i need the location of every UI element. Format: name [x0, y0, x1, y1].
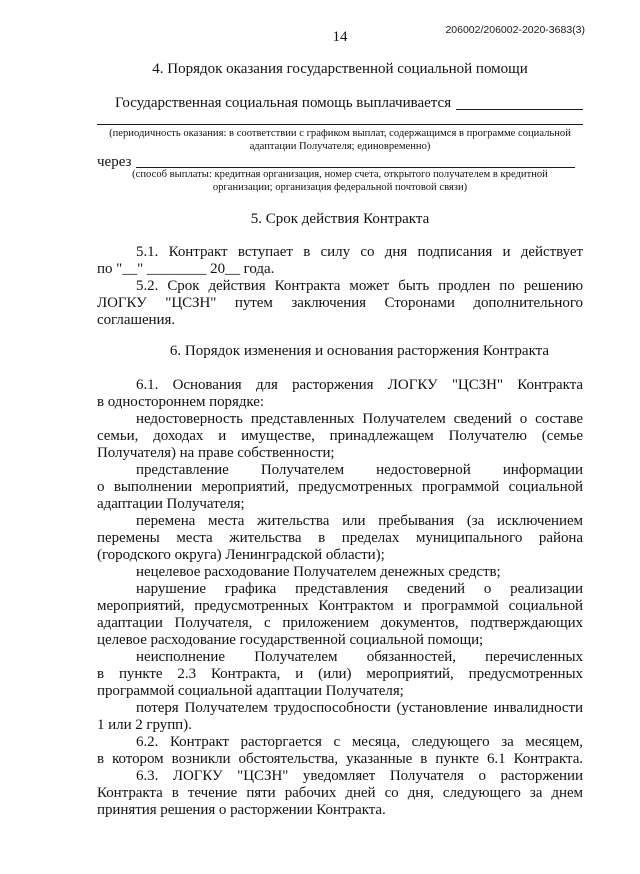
periodicity-hint	[97, 127, 583, 153]
text-line: перемены места жительства в пределах муниципального района	[97, 530, 583, 546]
ground-change-of-residence	[97, 513, 583, 564]
clause-6-2	[97, 734, 583, 768]
ground-loss-of-work-capacity	[97, 700, 583, 734]
text-line: в одностороннем порядке:	[97, 394, 265, 410]
text-line: нарушение графика представления сведений о реализации	[136, 581, 583, 597]
text-line: Контракта в течение пяти рабочих дней со дня, следующего за днем	[97, 785, 583, 801]
text-line: (городского округа) Ленинградской области);	[97, 547, 385, 563]
via-label: через	[97, 154, 132, 170]
text-line: в пункте 2.3 Контракта, и (или) мероприятий, предусмотренных	[97, 666, 583, 682]
text-line: по "__" ________ 20__ года.	[97, 261, 275, 277]
text-line: потеря Получателем трудоспособности (установление инвалидности	[136, 700, 583, 716]
text-line: мероприятий, предусмотренных Контрактом и программой социальной	[97, 598, 583, 614]
clause-6-3	[97, 768, 583, 819]
text-line: о выполнении мероприятий, предусмотренных программой социальной	[97, 479, 583, 495]
text-line: недостоверность представленных Получателем сведений о составе	[136, 411, 583, 427]
hint-line: (периодичность оказания: в соответствии с графиком выплат, содержащимся в программе социальной	[109, 128, 571, 139]
section-5-heading: 5. Срок действия Контракта	[250, 211, 430, 227]
payment-line	[115, 95, 583, 112]
ground-false-information	[97, 411, 583, 462]
text-line: 1 или 2 групп).	[97, 717, 192, 733]
section-6-body	[97, 377, 583, 819]
text-line: адаптации Получателя;	[97, 496, 245, 512]
text-line: неисполнение Получателем обязанностей, перечисленных	[136, 649, 583, 665]
hint-line: организации; организация федеральной почтовой связи)	[212, 182, 468, 193]
text-line: 6.3. ЛОГКУ "ЦСЗН" уведомляет Получателя о расторжении	[136, 768, 583, 784]
clause-5-1	[97, 244, 583, 278]
payment-blank	[456, 95, 583, 110]
document-id: 206002/206002-2020-3683(3)	[445, 24, 585, 36]
text-line: 5.2. Срок действия Контракта может быть продлен по решению	[136, 278, 583, 294]
text-line: нецелевое расходование Получателем денежных средств;	[136, 564, 501, 580]
ground-misuse-of-funds	[97, 564, 583, 581]
ground-non-fulfillment	[97, 649, 583, 700]
payment-label: Государственная социальная помощь выплачивается	[115, 95, 452, 111]
payment-method-hint	[97, 168, 583, 194]
full-width-rule	[97, 124, 583, 125]
text-line: ЛОГКУ "ЦСЗН" путем заключения Сторонами дополнительного	[97, 295, 583, 311]
section-6-heading: 6. Порядок изменения и основания расторжения Контракта	[169, 343, 550, 359]
text-line: программой социальной адаптации Получателя;	[97, 683, 404, 699]
clause-6-1	[97, 377, 583, 411]
text-line: семьи, доходах и имуществе, принадлежащем Получателю (семье	[97, 428, 583, 444]
text-line: 6.2. Контракт расторгается с месяца, следующего за месяцем,	[136, 734, 583, 750]
page-number: 14	[332, 29, 348, 45]
hint-line: адаптации Получателя; единовременно)	[249, 141, 431, 152]
text-line: 5.1. Контракт вступает в силу со дня подписания и действует	[136, 244, 583, 260]
text-line: представление Получателем недостоверной информации	[136, 462, 583, 478]
text-line: 6.1. Основания для расторжения ЛОГКУ "ЦСЗН" Контракта	[136, 377, 583, 393]
text-line: перемена места жительства или пребывания (за исключением	[136, 513, 583, 529]
text-line: принятия решения о расторжении Контракта.	[97, 802, 386, 818]
text-line: в котором возникли обстоятельства, указанные в пункте 6.1 Контракта.	[97, 751, 583, 767]
text-line: Получателя) на праве собственности;	[97, 445, 335, 461]
ground-false-report	[97, 462, 583, 513]
hint-line: (способ выплаты: кредитная организация, номер счета, открытого получателем в кредитной	[132, 169, 548, 180]
section-4-heading: 4. Порядок оказания государственной социальной помощи	[152, 61, 528, 77]
text-line: целевое расходование государственной социальной помощи;	[97, 632, 484, 648]
via-blank	[136, 154, 575, 168]
clause-5-2	[97, 278, 583, 329]
ground-reporting-violation	[97, 581, 583, 649]
text-line: соглашения.	[97, 312, 176, 328]
text-line: адаптации Получателя, с приложением документов, подтверждающих	[97, 615, 583, 631]
section-5-body	[97, 244, 583, 329]
